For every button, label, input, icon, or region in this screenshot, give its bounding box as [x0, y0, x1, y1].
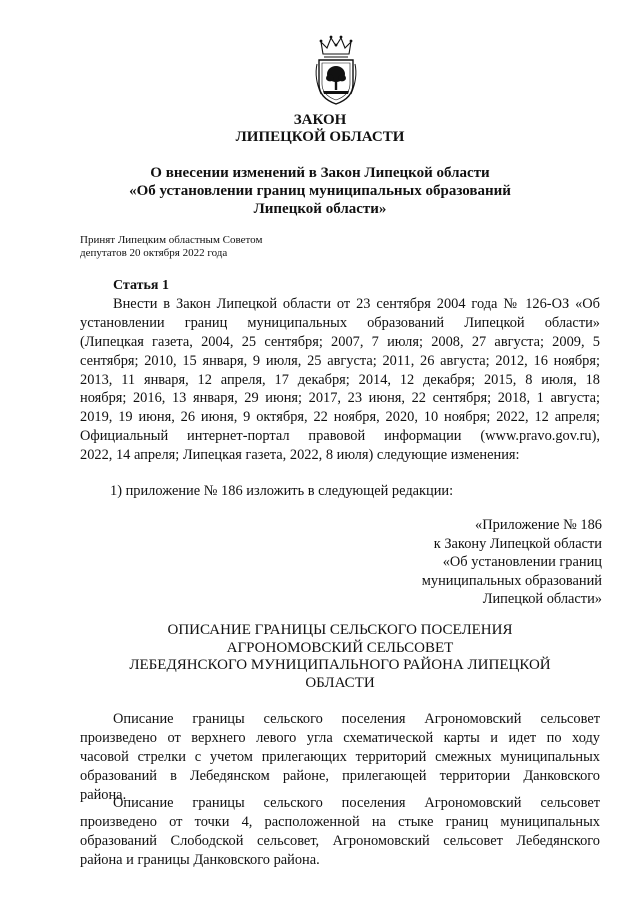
- article-line: Внести в Закон Липецкой области от 23 сентября 2004 года № 126-ОЗ «Об: [113, 296, 600, 312]
- paragraph-line: Описание границы сельского поселения Агрономовский сельсовет: [113, 795, 600, 811]
- article-line: 2019, 19 июня, 26 июня, 9 октября, 22 ноября, 2020, 10 ноября; 2022, 12 апреля;: [80, 409, 600, 426]
- article-line: ноября; 2016, 13 января, 29 июня; 2017, 23 июня, 22 сентября; 2018, 1 августа;: [80, 390, 600, 407]
- paragraph-line: произведено от верхнего левого угла схематической карты и идет по ходу: [80, 729, 600, 746]
- paragraph-line: Описание границы сельского поселения Агрономовский сельсовет: [113, 711, 600, 727]
- law-title-line: ЗАКОН: [293, 112, 347, 128]
- subject-line: О внесении изменений в Закон Липецкой области: [150, 165, 490, 181]
- article-line: 2013, 11 января, 12 апреля, 17 декабря; 2014, 12 декабря; 2015, 8 июля, 18: [80, 371, 600, 388]
- paragraph-line: района и границы Данковского района.: [80, 851, 320, 868]
- subject-line: Липецкой области»: [253, 201, 387, 217]
- appendix-line: Липецкой области»: [482, 591, 602, 608]
- adoption-note: [80, 234, 262, 260]
- article-heading: Статья 1: [113, 278, 169, 293]
- description-paragraph-1: [80, 710, 600, 804]
- subject-line: «Об установлении границ муниципальных образований: [129, 183, 511, 199]
- article-line: Официальный интернет-портал правовой информации (www.pravo.gov.ru),: [80, 428, 600, 445]
- adoption-line: депутатов 20 октября 2022 года: [80, 247, 228, 259]
- paragraph-line: часовой стрелки с учетом прилегающих территорий смежных муниципальных: [80, 748, 600, 765]
- coat-of-arms-icon: [313, 34, 359, 106]
- appendix-line: «Об установлении границ: [442, 554, 602, 571]
- paragraph-line: произведено от точки 4, расположенной на стыке границ муниципальных: [80, 813, 600, 830]
- article-body: [80, 295, 600, 465]
- description-title-line: ОПИСАНИЕ ГРАНИЦЫ СЕЛЬСКОГО ПОСЕЛЕНИЯ: [167, 622, 513, 638]
- article-line: (Липецкая газета, 2004, 25 сентября; 2007, 7 июля; 2008, 27 августа; 2009, 5: [80, 333, 600, 350]
- paragraph-line: района.: [80, 786, 127, 803]
- description-title-line: ЛЕБЕДЯНСКОГО МУНИЦИПАЛЬНОГО РАЙОНА ЛИПЕЦКОЙ: [129, 657, 551, 673]
- description-title-line: АГРОНОМОВСКИЙ СЕЛЬСОВЕТ: [226, 639, 454, 656]
- law-title-line: ЛИПЕЦКОЙ ОБЛАСТИ: [235, 129, 405, 145]
- law-title: [0, 112, 640, 146]
- amendment-item-1: 1) приложение № 186 изложить в следующей редакции:: [110, 483, 454, 499]
- appendix-reference: [360, 516, 602, 609]
- paragraph-line: образований Слободской сельсовет, Агрономовский сельсовет Лебедянского: [80, 832, 600, 849]
- boundary-description-title: [80, 622, 600, 692]
- law-subject: [0, 164, 640, 218]
- appendix-line: «Приложение № 186: [475, 517, 602, 533]
- description-title-line: ОБЛАСТИ: [305, 674, 375, 691]
- article-line: установлении границ муниципальных образований Липецкой области»: [80, 314, 600, 331]
- adoption-line: Принят Липецким областным Советом: [80, 234, 263, 246]
- article-line: сентября; 2010, 15 января, 9 июля, 25 августа; 2011, 26 августа; 2012, 16 ноября;: [80, 352, 600, 369]
- appendix-line: муниципальных образований: [421, 572, 602, 589]
- appendix-line: к Закону Липецкой области: [433, 535, 602, 552]
- paragraph-line: образований в Лебедянском районе, прилегающей территории Данковского: [80, 767, 600, 784]
- description-paragraph-2: [80, 794, 600, 870]
- article-line: 2022, 14 апреля; Липецкая газета, 2022, 8 июля) следующие изменения:: [80, 447, 520, 464]
